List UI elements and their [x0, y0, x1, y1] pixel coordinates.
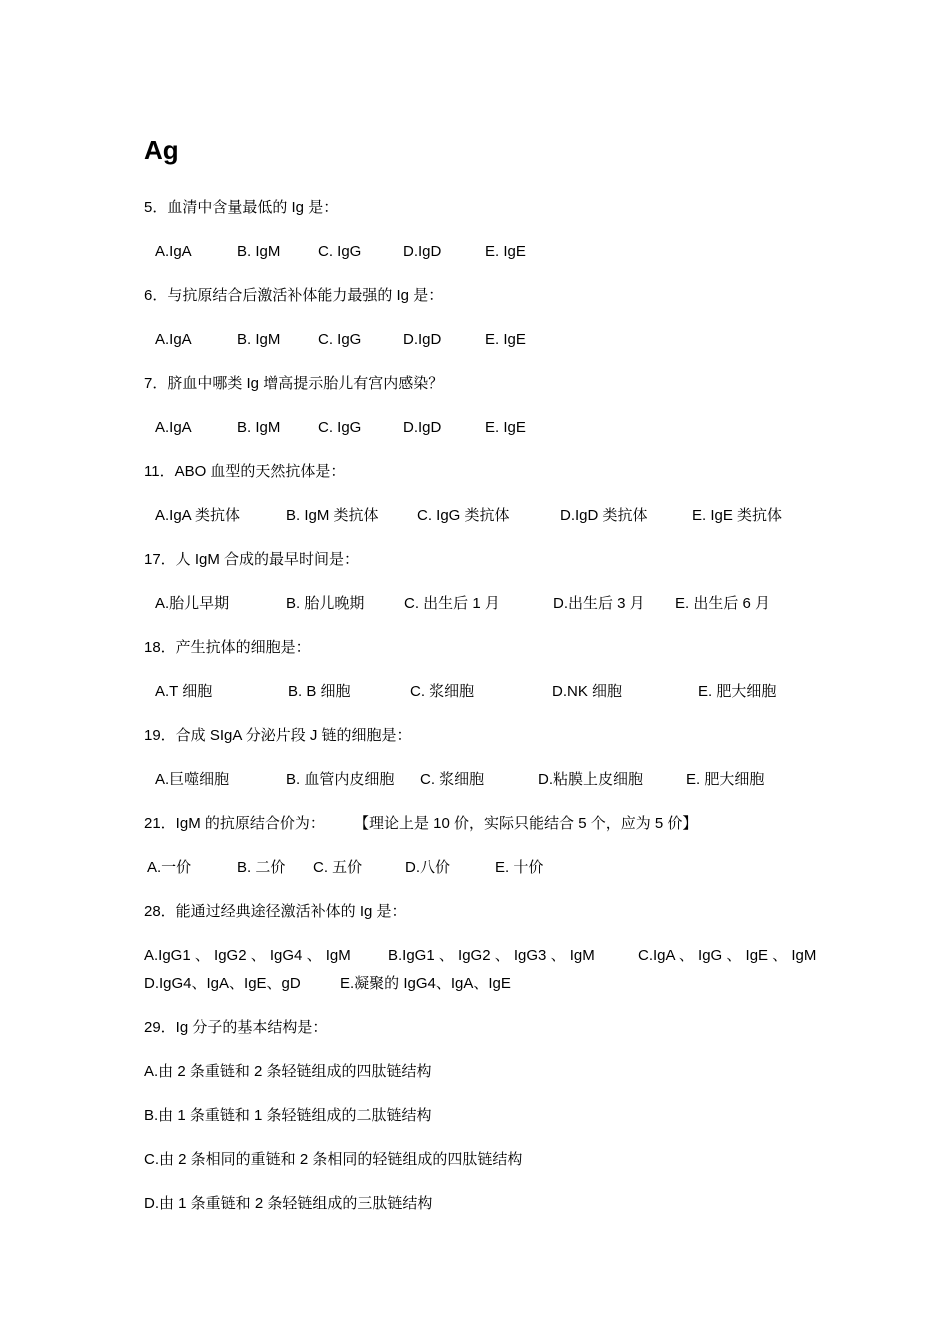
option-e: E. 十价 [495, 859, 544, 876]
option-d: D.出生后 3 月 [553, 595, 645, 612]
option-d: D.八价 [405, 859, 451, 876]
question-18-stem: 18．产生抗体的细胞是： [144, 639, 311, 656]
option-e: E. IgE [485, 419, 526, 436]
option-b: B. 胎儿晚期 [286, 595, 365, 612]
option-d: D.IgD [403, 331, 442, 348]
question-11-stem: 11．ABO 血型的天然抗体是： [144, 463, 346, 480]
option-d: D.NK 细胞 [552, 683, 623, 700]
question-29-option-c: C.由 2 条相同的重链和 2 条相同的轻链组成的四肽链结构 [144, 1151, 523, 1168]
option-b: B. IgM 类抗体 [286, 507, 379, 524]
option-b: B. IgM [237, 331, 281, 348]
option-a: A.IgA 类抗体 [155, 507, 241, 524]
question-28-stem: 28．能通过经典途径激活补体的 Ig 是： [144, 903, 407, 920]
question-19-stem: 19．合成 SIgA 分泌片段 J 链的细胞是： [144, 727, 412, 744]
option-b: B. B 细胞 [288, 683, 351, 700]
option-d: D.IgD [403, 419, 442, 436]
question-6-stem: 6．与抗原结合后激活补体能力最强的 Ig 是： [144, 287, 444, 304]
question-29-option-a: A.由 2 条重链和 2 条轻链组成的四肽链结构 [144, 1063, 432, 1080]
option-d: D.IgD 类抗体 [560, 507, 648, 524]
option-b: B. IgM [237, 419, 281, 436]
option-c: C. 出生后 1 月 [404, 595, 500, 612]
option-b: B. 二价 [237, 859, 286, 876]
option-a: A.IgA [155, 331, 192, 348]
option-a: A.一价 [147, 859, 192, 876]
option-c: C. IgG [318, 419, 362, 436]
question-21-stem: 21．IgM 的抗原结合价为： [144, 815, 325, 832]
question-29-option-b: B.由 1 条重链和 1 条轻链组成的二肽链结构 [144, 1107, 432, 1124]
option-c: C. IgG [318, 331, 362, 348]
option-b: B. IgM [237, 243, 281, 260]
question-29-option-d: D.由 1 条重链和 2 条轻链组成的三肽链结构 [144, 1195, 433, 1212]
option-c: C. 浆细胞 [410, 683, 475, 700]
question-17-stem: 17．人 IgM 合成的最早时间是： [144, 551, 360, 568]
option-c: C. IgG 类抗体 [417, 507, 510, 524]
option-a: A.IgG1 、 IgG2 、 IgG4 、 IgM [144, 947, 351, 964]
option-c: C. 浆细胞 [420, 771, 485, 788]
option-e: E. 肥大细胞 [686, 771, 765, 788]
option-b: B.IgG1 、 IgG2 、 IgG3 、 IgM [388, 947, 595, 964]
option-a: A.胎儿早期 [155, 595, 230, 612]
option-b: B. 血管内皮细胞 [286, 771, 395, 788]
question-21-note: 【理论上是 10 价，实际只能结合 5 个，应为 5 价】 [354, 815, 698, 832]
option-d: D.粘膜上皮细胞 [538, 771, 644, 788]
option-d: D.IgD [403, 243, 442, 260]
option-e: E. 出生后 6 月 [675, 595, 771, 612]
option-c: C. IgG [318, 243, 362, 260]
option-c: C.IgA 、 IgG 、 IgE 、 IgM [638, 947, 817, 964]
question-5-stem: 5．血清中含量最低的 Ig 是： [144, 199, 339, 216]
option-c: C. 五价 [313, 859, 363, 876]
page-title: Ag [144, 135, 179, 165]
option-a: A.巨噬细胞 [155, 771, 230, 788]
option-a: A.IgA [155, 419, 192, 436]
option-e: E. IgE [485, 331, 526, 348]
option-e: E. IgE 类抗体 [692, 507, 783, 524]
option-e: E. 肥大细胞 [698, 683, 777, 700]
option-a: A.T 细胞 [155, 683, 213, 700]
option-d: D.IgG4、IgA、IgE、gD [144, 975, 301, 992]
question-29-stem: 29．Ig 分子的基本结构是： [144, 1019, 328, 1036]
question-7-stem: 7．脐血中哪类 Ig 增高提示胎儿有宫内感染？ [144, 375, 444, 392]
option-a: A.IgA [155, 243, 192, 260]
option-e: E.凝聚的 IgG4、IgA、IgE [340, 975, 511, 992]
option-e: E. IgE [485, 243, 526, 260]
